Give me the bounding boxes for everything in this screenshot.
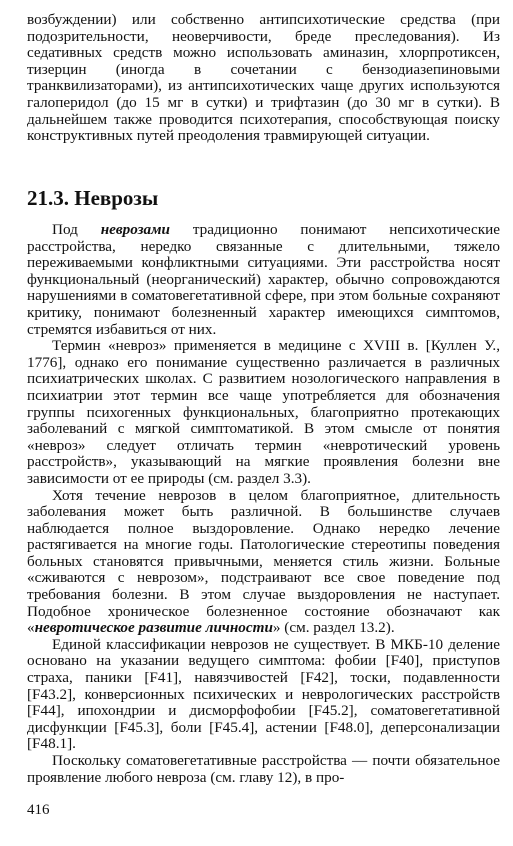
text-run: Под [52,221,101,238]
paragraph-course [0,488,513,637]
text-block-top [0,12,513,145]
text-block-main [0,222,513,786]
paragraph-definition [0,222,513,338]
term-emphasis: невротическое развитие личности [34,619,273,637]
text-run: традиционно понимают непсихотические расстройства, нередко связанные с длительными, тяжело переживаемыми конфликтными ситуациями. Эти расстройства носят функциональный (неорганический) характер, обычно сопровождаются нарушениями в соматовегетативной сфере, при этом больные сохраняют критику, понимают болезненный характер имеющихся симптомов, стремятся избавиться от них. [27,221,500,338]
paragraph-somatic: Поскольку соматовегетативные расстройства — почти обязательное проявление любого невроза (см. главу 12), в про- [27,752,500,786]
paragraph-continued: возбуждении) или собственно антипсихотические средства (при подозрительности, неоверчивости, бреде преследования). Из седативных средств можно использовать аминазин, хлорпротиксен, тизерцин (иногда в сочетании с бензодиазепиновыми транквилизаторами), из антипсихотических чаще других используются галоперидол (до 15 мг в сутки) и трифтазин (до 30 мг в сутки). В дальнейшем также проводится психотерапия, способствующая поиску конструктивных путей преодоления травмирующей ситуации. [27,11,500,145]
section-heading: 21.3. Неврозы [27,186,159,210]
page-number: 416 [27,802,50,818]
term-emphasis: неврозами [100,221,171,238]
paragraph-classification: Единой классификации неврозов не существует. В МКБ-10 деление основано на указании ведущего симптома: фобии [F40], приступов страха, паники [F41], навязчивостей [F42], тоски, подавленности [F43.2], конверсионных психических и неврологических расстройств [F44], ипохондрии и дисморфофобии [F45.2], соматовегетативной дисфункции [F45.3], боли [F45.4], астении [F48.0], деперсонализации [F48.1]. [27,635,500,753]
text-run: » (см. раздел 13.2). [272,619,395,637]
text-run: Хотя течение неврозов в целом благоприятное, длительность заболевания может быть различной. В большинстве случаев наблюдается полное выздоровление. Однако нередко лечение растягивается на многие годы. Патологические стереотипы поведения больных становятся привычными, меняется стиль жизни. Больные «сживаются с неврозом», подстраивают все свое поведение под требования болезни. В этом случае выздоровления не наступает. Подобное хроническое болезненное состояние обозначают как « [27,486,500,637]
paragraph-history: Термин «невроз» применяется в медицине с XVIII в. [Куллен У., 1776], однако его понимание существенно различается в различных психиатрических школах. С развитием нозологического направления в психиатрии этот термин все чаще употребляется для обозначения группы психогенных функциональных, благоприятно протекающих заболеваний с мягкой симптоматикой. В этом смысле от понятия «невроз» следует отличать термин «невротический уровень расстройств», указывающий на мягкие проявления болезни вне зависимости от ее природы (см. раздел 3.3). [27,337,500,487]
